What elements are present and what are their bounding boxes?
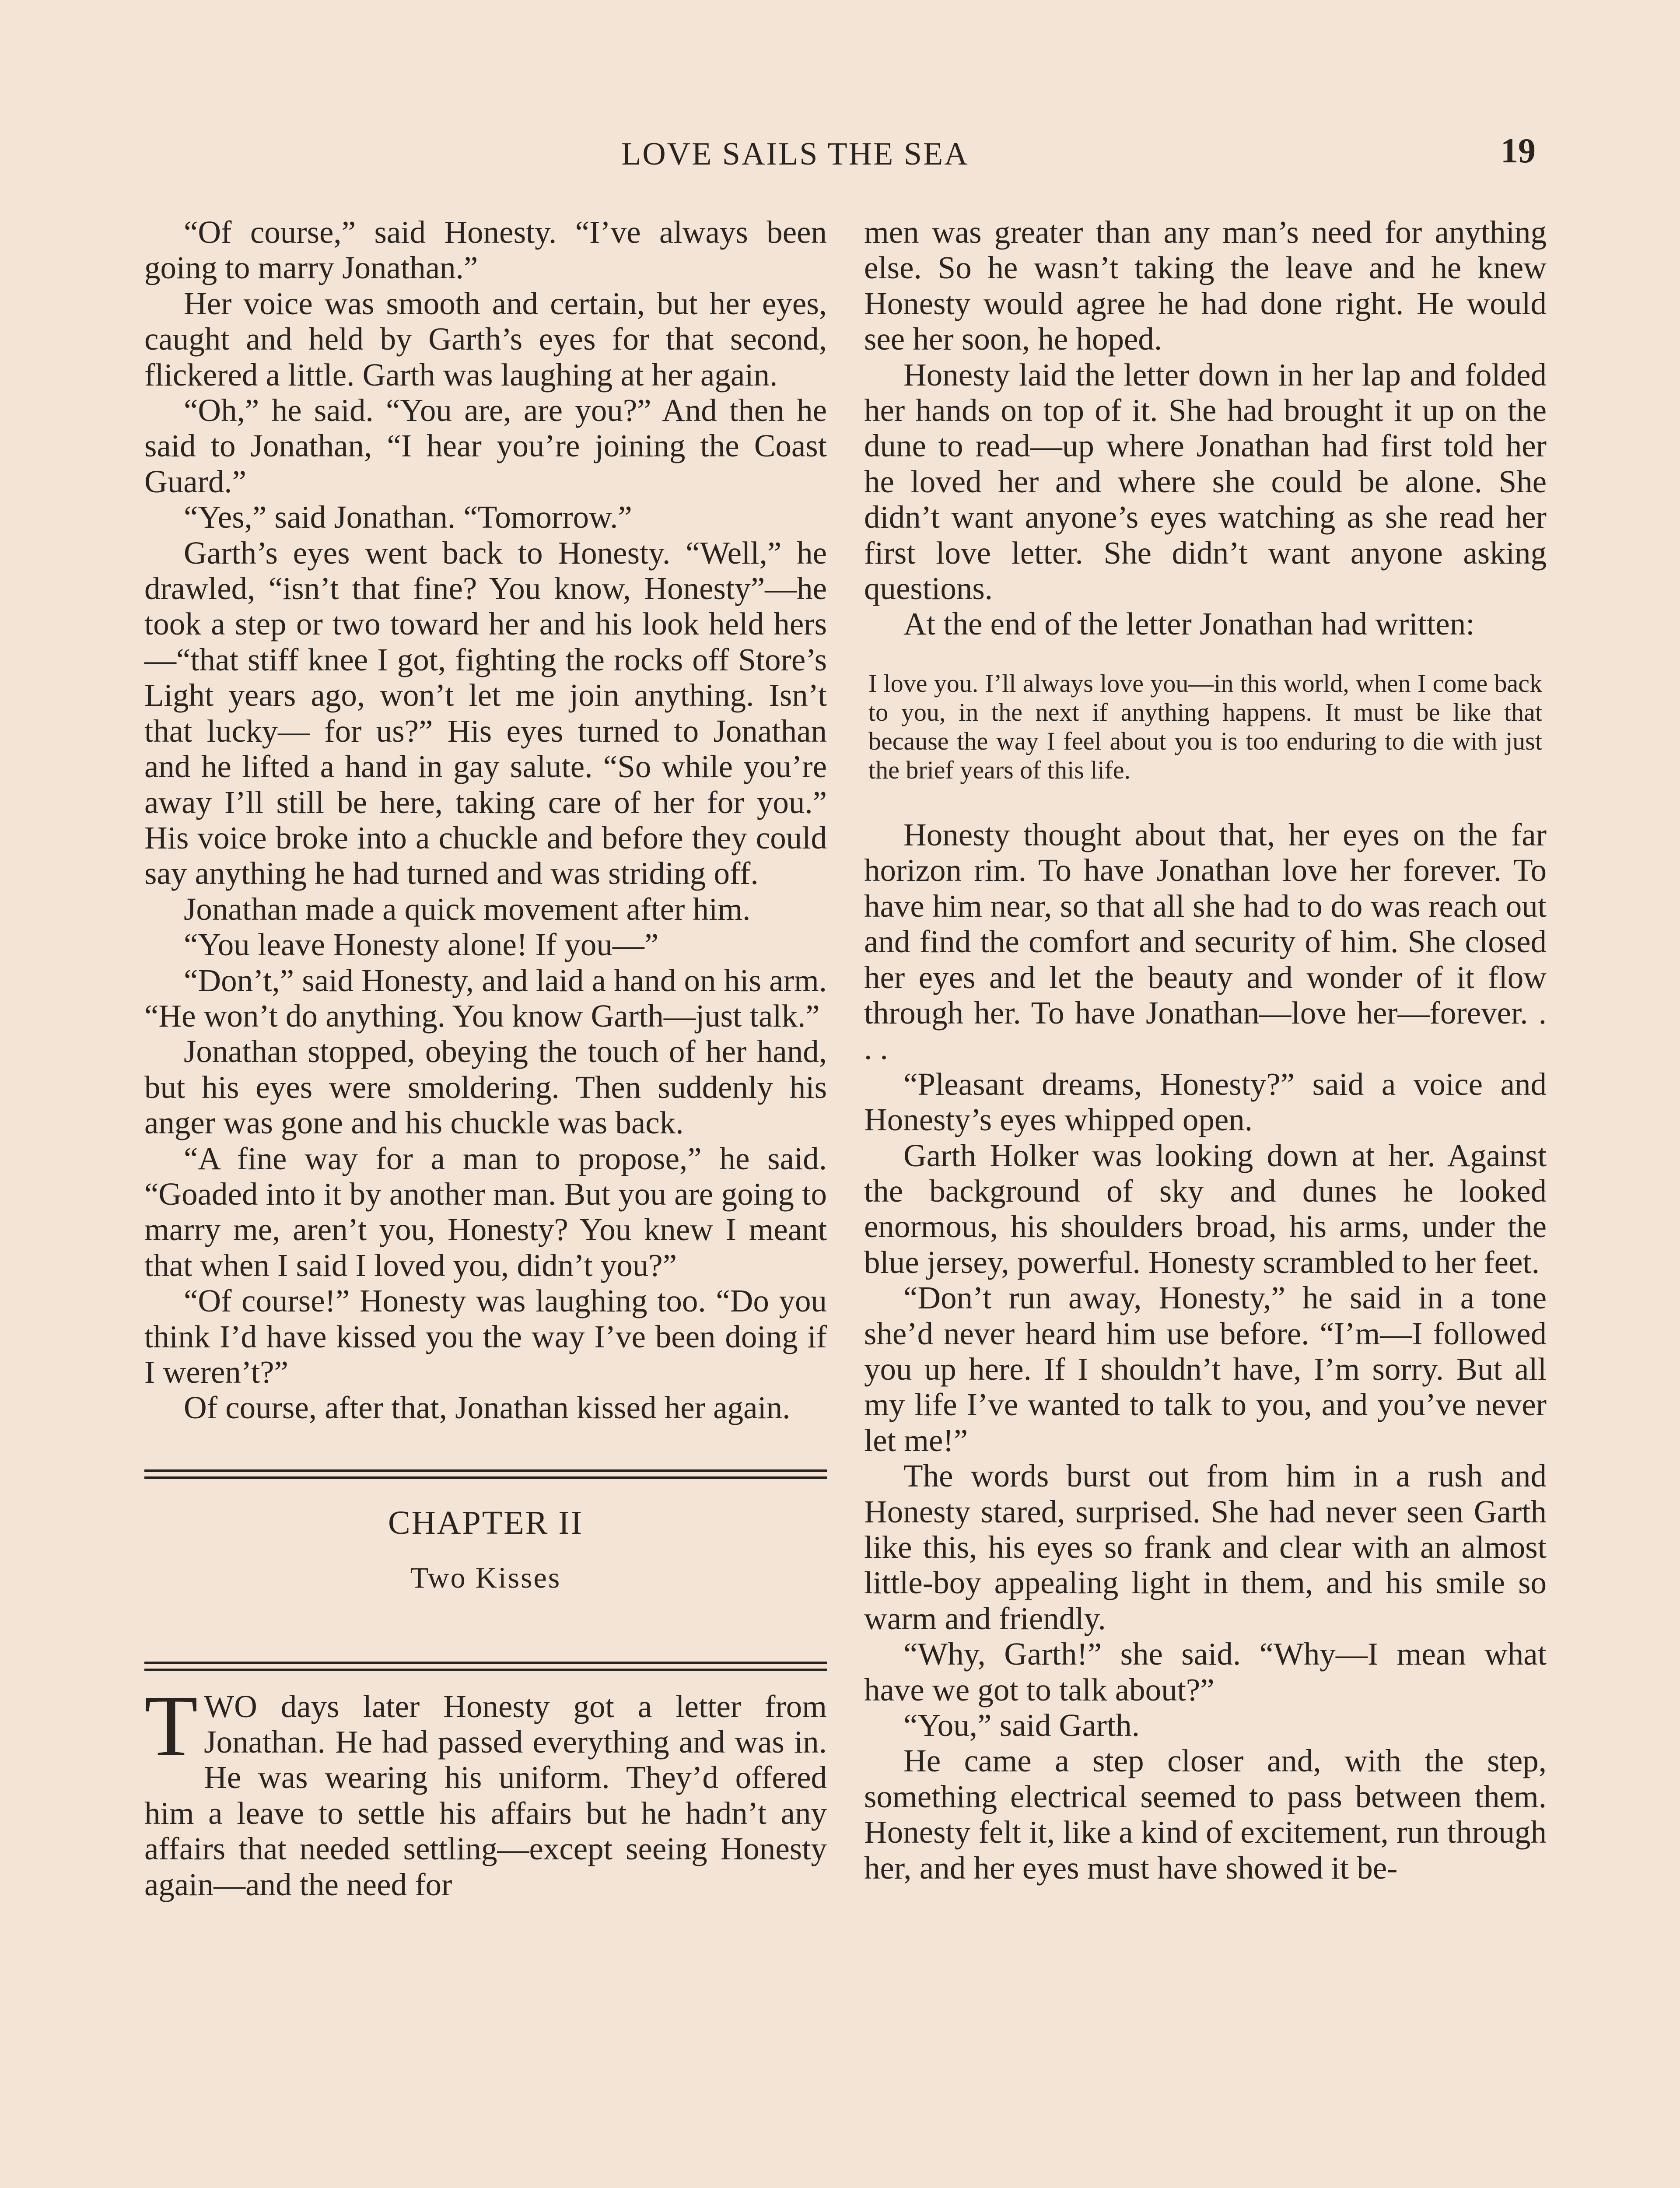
left-column: [144, 214, 827, 1902]
page-number: 19: [1501, 132, 1536, 170]
paragraph: “Yes,” said Jonathan. “Tomorrow.”: [184, 499, 632, 535]
chapter-opening-paragraph: [144, 1677, 827, 1902]
right-column: [864, 214, 1547, 1886]
paragraph: “Oh,” he said. “You are, are you?” And then he said to Jonathan, “I hear you’re joining the Coast Guard.”: [144, 393, 827, 499]
running-title: LOVE SAILS THE SEA: [621, 136, 969, 172]
paragraph: “Of course,” said Honesty. “I’ve always been going to marry Jonathan.”: [144, 214, 827, 286]
paragraph: Her voice was smooth and certain, but her eyes, caught and held by Garth’s eyes for that second, flickered a little. Garth was laughing at her again.: [144, 285, 827, 393]
page-header: [0, 131, 1680, 201]
paragraph: “Don’t,” said Honesty, and laid a hand on his arm. “He won’t do anything. You know Garth—just talk.”: [144, 962, 827, 1034]
opening-text: WO days later Honesty got a letter from Jonathan. He had passed everything and was in. He was wearing his uniform. They’d offered him a leave to settle his affairs but he hadn’t any affairs that needed settling—except seeing Honesty again—and the need for: [144, 1688, 827, 1902]
paragraph: At the end of the letter Jonathan had written:: [903, 606, 1475, 642]
paragraph: Garth Holker was looking down at her. Against the background of sky and dunes he looked enormous, his shoulders broad, his arms, under the blue jersey, powerful. Honesty scrambled to her feet.: [864, 1137, 1547, 1280]
letter-excerpt: I love you. I’ll always love you—in this world, when I come back to you, in the next if anything happens. It must be like that because the way I feel about you is too enduring to die with just the brief years of this life.: [868, 669, 1542, 784]
paragraph: “Don’t run away, Honesty,” he said in a tone she’d never heard him use before. “I’m—I followed you up here. If I shouldn’t have, I’m sorry. But all my life I’ve wanted to talk to you, and you’ve never let me!”: [864, 1280, 1547, 1458]
paragraph: Jonathan made a quick movement after him.: [184, 891, 751, 927]
paragraph: “You leave Honesty alone! If you—”: [184, 927, 659, 963]
paragraph: Jonathan stopped, obeying the touch of her hand, but his eyes were smoldering. Then suddenly his anger was gone and his chuckle was back.: [144, 1034, 827, 1141]
chapter-divider-top: [144, 1469, 827, 1479]
paragraph: The words burst out from him in a rush and Honesty stared, surprised. She had never seen Garth like this, his eyes so frank and clear with an almost little-boy appealing light in them, and his smile so warm and friendly.: [864, 1458, 1547, 1636]
drop-cap: T: [144, 1677, 198, 1774]
chapter-number: CHAPTER II: [388, 1504, 583, 1541]
paragraph: Honesty laid the letter down in her lap and folded her hands on top of it. She had brought it up on the dune to read—up where Jonathan had first told her he loved her and where she could be alone. She didn’t want anyone’s eyes watching as she read her first love letter. She didn’t want anyone asking questions.: [864, 357, 1547, 607]
chapter-title: Two Kisses: [410, 1561, 561, 1595]
paragraph: “Pleasant dreams, Honesty?” said a voice and Honesty’s eyes whipped open.: [864, 1066, 1547, 1138]
paragraph: “A fine way for a man to propose,” he said. “Goaded into it by another man. But you are going to marry me, aren’t you, Honesty? You knew I meant that when I said I loved you, didn’t you?”: [144, 1140, 827, 1283]
paragraph: “You,” said Garth.: [903, 1708, 1140, 1743]
paragraph: Of course, after that, Jonathan kissed her again.: [184, 1390, 791, 1426]
paragraph: “Of course!” Honesty was laughing too. “Do you think I’d have kissed you the way I’ve been doing if I weren’t?”: [144, 1283, 827, 1390]
paragraph: Garth’s eyes went back to Honesty. “Well,” he drawled, “isn’t that fine? You know, Honesty”—he took a step or two toward her and his look held hers —“that stiff knee I got, fighting the rocks off Store’s Light years ago, won’t let me join anything. Isn’t that lucky— for us?” His eyes turned to Jonathan and he lifted a hand in gay salute. “So while you’re away I’ll still be here, taking care of her for you.” His voice broke into a chuckle and before they could say anything he had turned and was striding off.: [144, 535, 827, 891]
paragraph: Honesty thought about that, her eyes on the far horizon rim. To have Jonathan love her forever. To have him near, so that all she had to do was reach out and find the comfort and security of him. She closed her eyes and let the beauty and wonder of it flow through her. To have Jonathan—love her—forever. . . .: [864, 817, 1547, 1066]
continuation-paragraph: men was greater than any man’s need for anything else. So he wasn’t taking the leave and he knew Honesty would agree he had done right. He would see her soon, he hoped.: [864, 214, 1547, 357]
chapter-divider-bottom: [144, 1662, 827, 1671]
paragraph: He came a step closer and, with the step, something electrical seemed to pass between them. Honesty felt it, like a kind of excitement, run through her, and her eyes must have showed it be-: [864, 1743, 1547, 1886]
paragraph: “Why, Garth!” she said. “Why—I mean what have we got to talk about?”: [864, 1636, 1547, 1708]
